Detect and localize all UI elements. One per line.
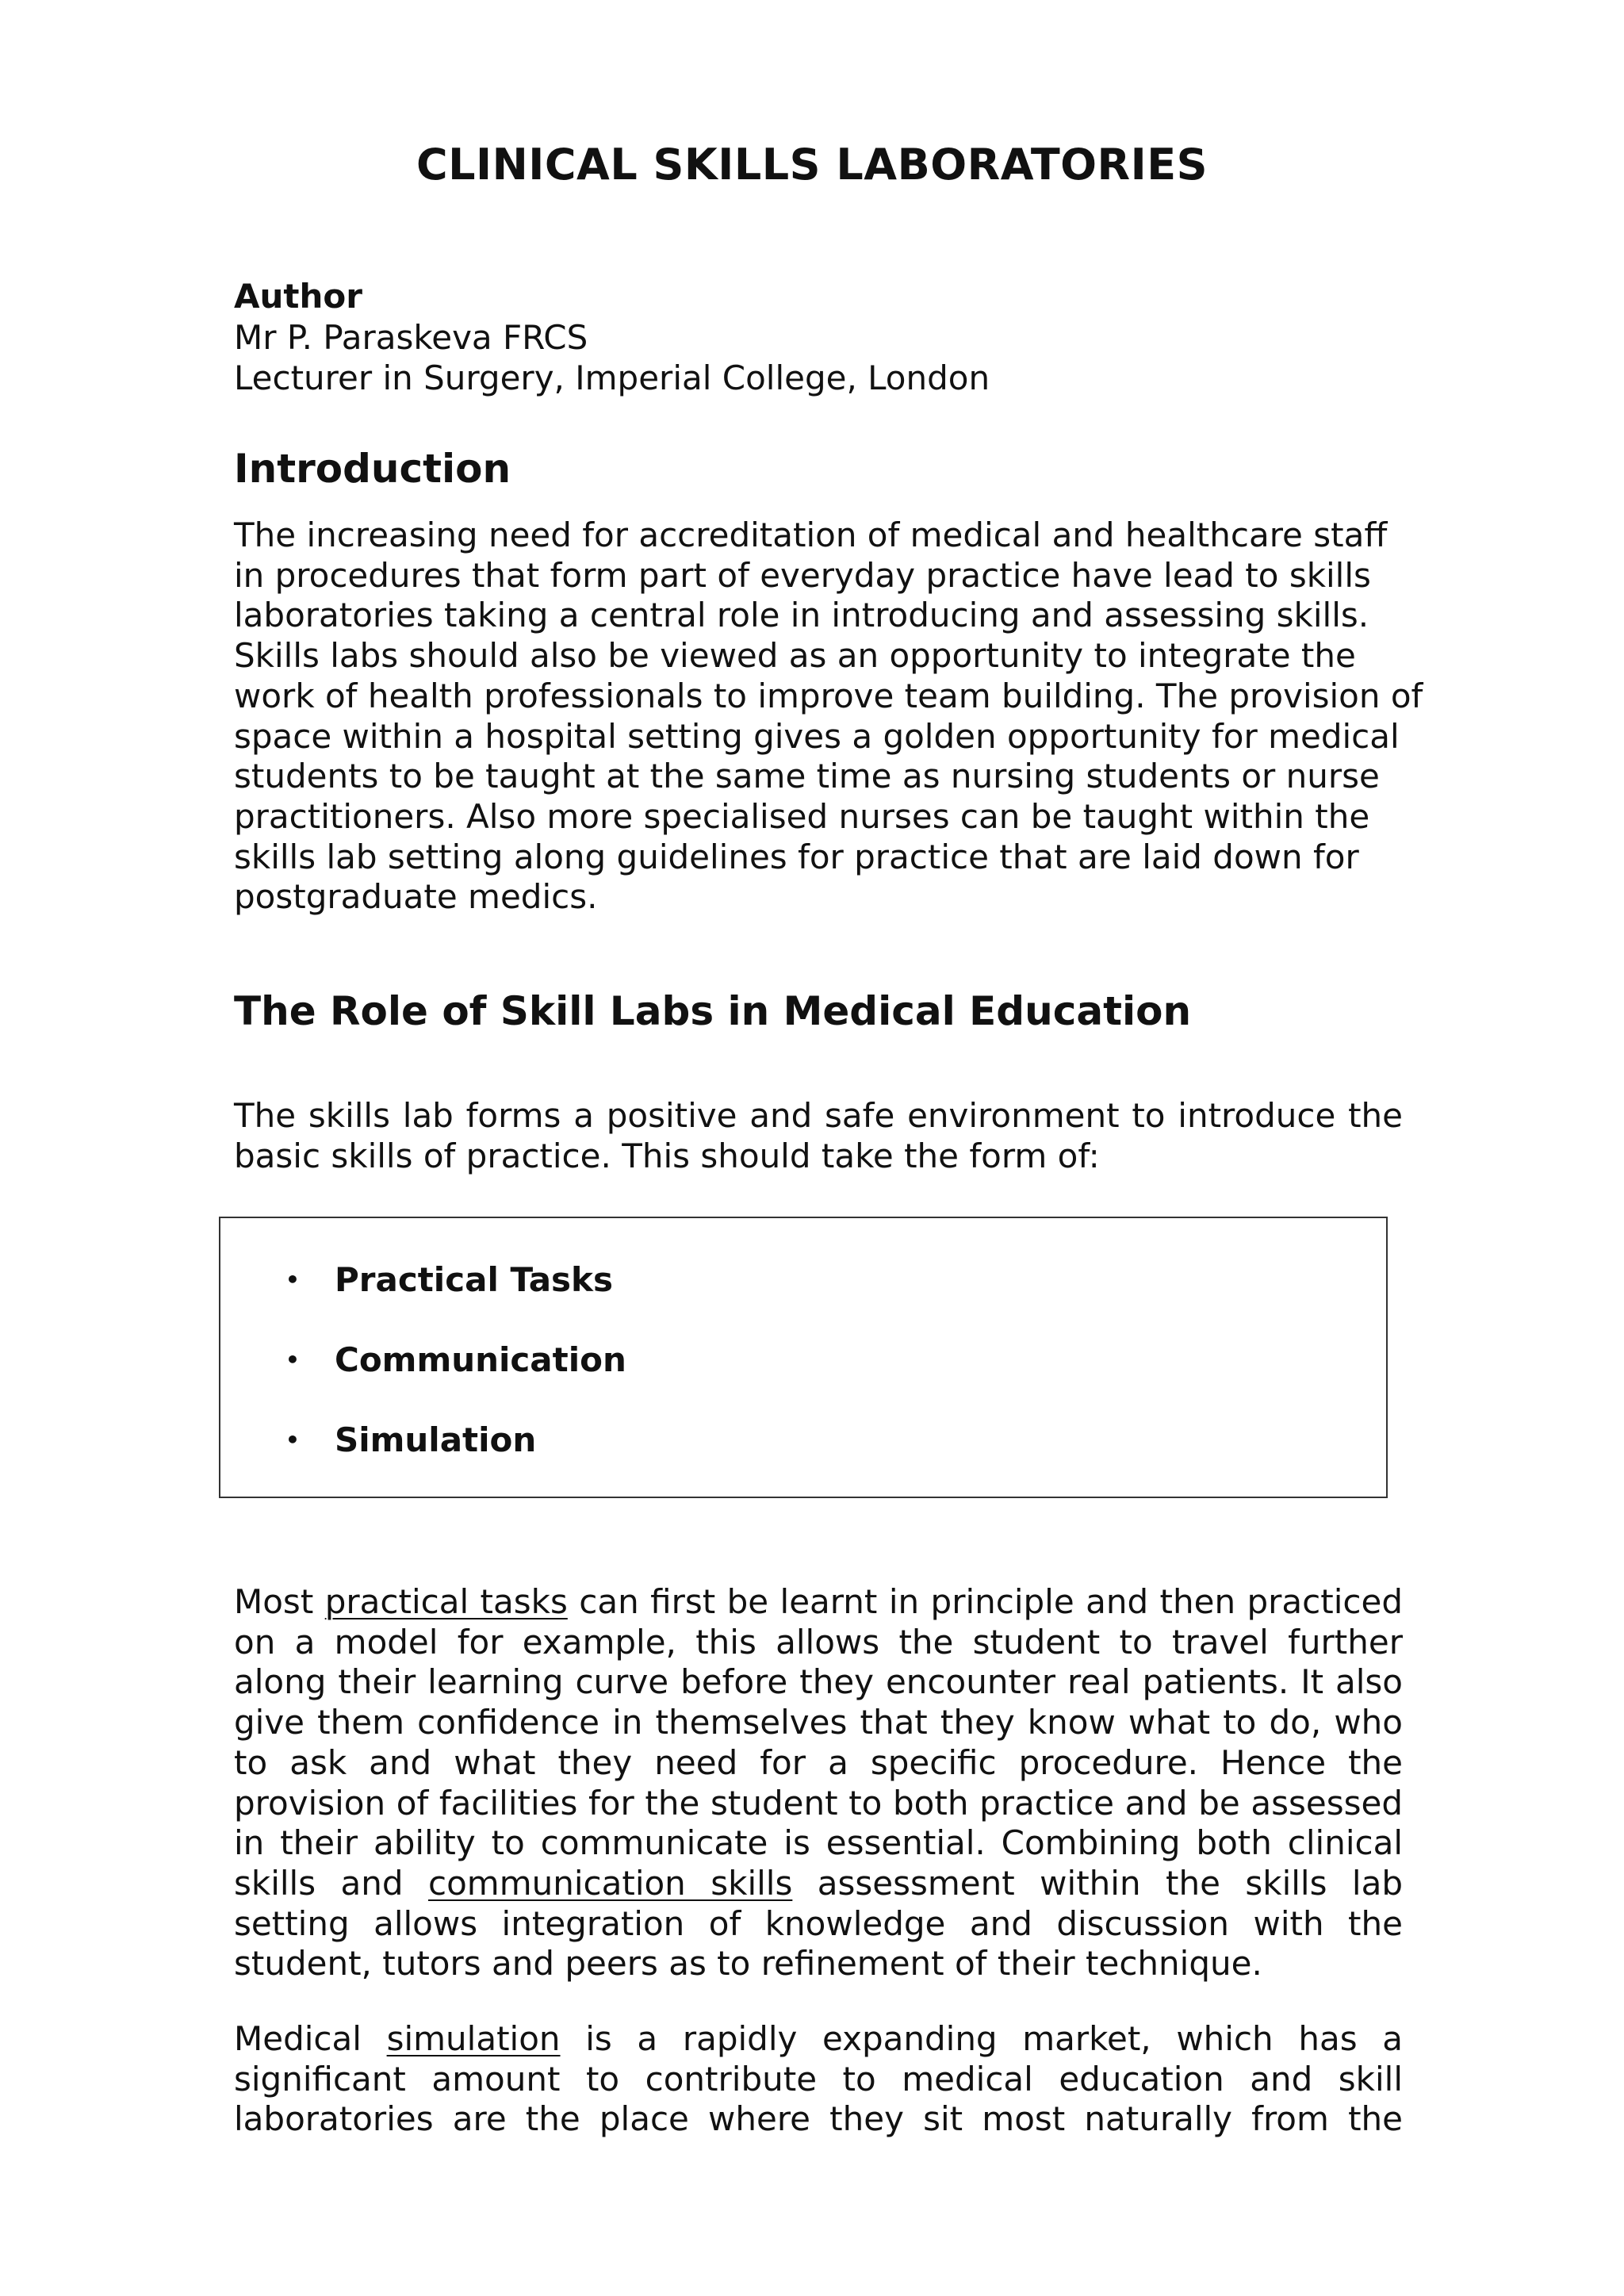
bullet-icon: • [285,1267,300,1293]
list-item-label: Practical Tasks [335,1260,613,1299]
practical-tasks-link[interactable]: practical tasks [324,1582,568,1621]
paragraph-text: can first be learnt in principle and then practiced on a model for example, this allows the student to travel further along their learning curve before they encounter real patients. It also give them confidence in themselves that they know what to do, who to ask and what they need for a specific procedure. Hence the provision of facilities for the student to both practice and be assessed in their ability to communicate is essential. Combining both clinical skills and [234,1582,1403,1903]
practical-tasks-paragraph [234,1582,1403,1984]
author-affiliation: Lecturer in Surgery, Imperial College, London [234,358,990,397]
paragraph-text: Most [234,1582,325,1621]
author-name: Mr P. Paraskeva FRCS [234,318,588,357]
list-item-label: Communication [335,1340,626,1379]
paragraph-text: assessment within the skills lab setting allows integration of knowledge and discussion with the student, tutors and peers as to refinement of their technique. [234,1863,1403,1984]
paragraph-text: is a rapidly expanding market, which has a significant amount to contribute to medical education and skill laboratories are the place where they sit most naturally from the [234,2019,1403,2139]
introduction-paragraph: The increasing need for accreditation of medical and healthcare staff in procedures that form part of everyday practice have lead to skills laboratories taking a central role in introducing and assessing skills. Skills labs should also be viewed as an opportunity to integrate the work of health professionals to improve team building. The provision of space within a hospital setting gives a golden opportunity for medical students to be taught at the same time as nursing students or nurse practitioners. Also more specialised nurses can be taught within the skills lab setting along guidelines for practice that are laid down for postgraduate medics. [234,516,1423,917]
paragraph-text: Medical [234,2019,387,2058]
bullet-icon: • [285,1347,300,1373]
role-section-paragraph: The skills lab forms a positive and safe environment to introduce the basic skills of practice. This should take the form of: [234,1096,1403,1175]
introduction-heading: Introduction [234,446,511,492]
simulation-paragraph [234,2019,1403,2140]
skills-box [219,1217,1388,1498]
author-label: Author [234,277,362,316]
bullet-icon: • [285,1427,300,1453]
document-title: CLINICAL SKILLS LABORATORIES [416,140,1208,190]
role-section-heading: The Role of Skill Labs in Medical Education [234,988,1192,1034]
list-item-label: Simulation [335,1420,537,1459]
simulation-link[interactable]: simulation [386,2019,561,2058]
communication-skills-link[interactable]: communication skills [428,1863,793,1903]
